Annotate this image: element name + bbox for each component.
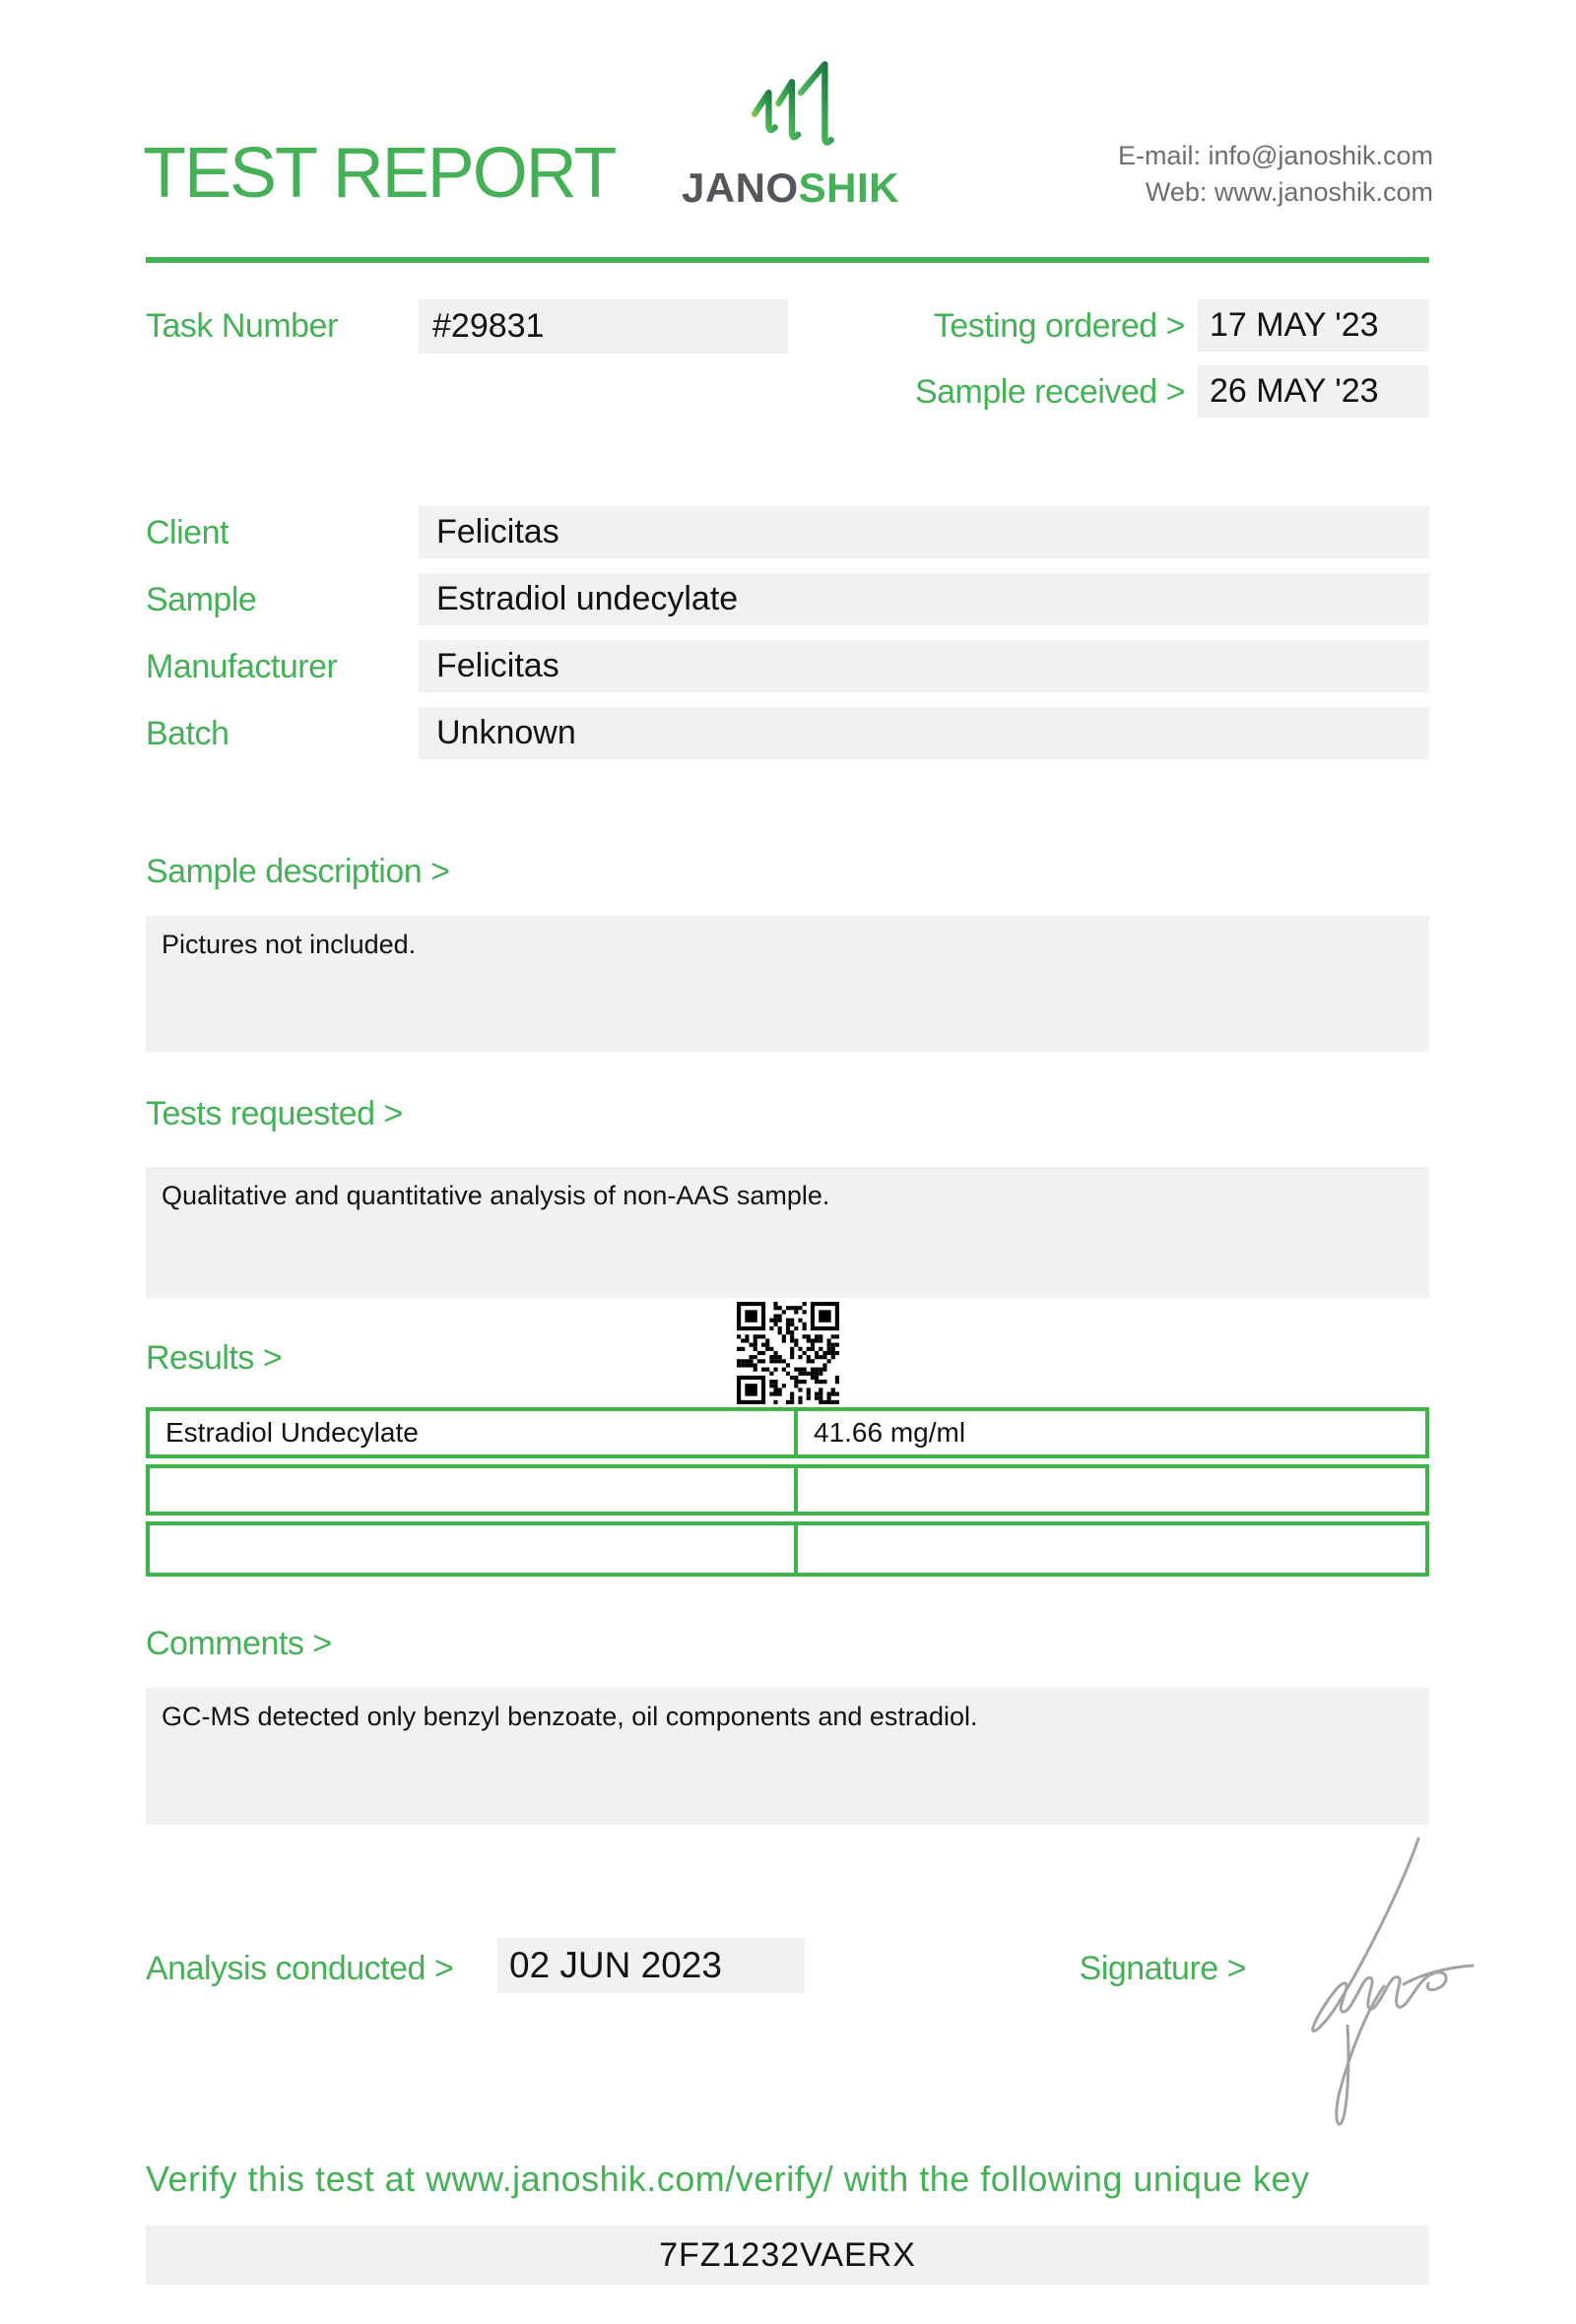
testing-ordered-label: Testing ordered > xyxy=(933,307,1185,345)
sample-description-text: Pictures not included. xyxy=(162,930,417,959)
result-value-cell xyxy=(794,1521,1429,1577)
unique-key-box: 7FZ1232VAERX xyxy=(146,2226,1429,2285)
logo-chart-icon xyxy=(742,57,840,160)
contact-web: Web: www.janoshik.com xyxy=(1145,177,1433,207)
comments-heading: Comments > xyxy=(146,1625,332,1662)
contact-email: E-mail: info@janoshik.com xyxy=(1117,141,1433,170)
result-substance-cell xyxy=(146,1407,798,1458)
sample-value-box: Estradiol undecylate xyxy=(419,573,1429,625)
client-value-box: Felicitas xyxy=(419,506,1429,558)
results-heading: Results > xyxy=(146,1339,283,1377)
results-row xyxy=(146,1521,1429,1577)
tests-requested-heading: Tests requested > xyxy=(146,1095,403,1132)
verify-instruction: Verify this test at www.janoshik.com/verify/ with the following unique key xyxy=(146,2159,1310,2199)
result-substance-cell xyxy=(146,1521,798,1577)
result-substance: Estradiol Undecylate xyxy=(165,1417,419,1448)
analysis-conducted-label: Analysis conducted > xyxy=(146,1950,454,1987)
qr-code xyxy=(737,1302,839,1404)
contact-block xyxy=(1118,138,1433,211)
task-number-label: Task Number xyxy=(146,307,338,345)
client-label: Client xyxy=(146,514,229,551)
manufacturer-value-box: Felicitas xyxy=(419,640,1429,692)
comments-text: GC-MS detected only benzyl benzoate, oil components and estradiol. xyxy=(162,1702,978,1731)
result-substance-cell xyxy=(146,1464,798,1516)
signature-label: Signature > xyxy=(1079,1950,1246,1987)
results-row xyxy=(146,1464,1429,1516)
result-value-cell xyxy=(794,1407,1429,1458)
sample-description-heading: Sample description > xyxy=(146,853,450,890)
analysis-date-box: 02 JUN 2023 xyxy=(497,1938,805,1993)
tests-requested-box xyxy=(146,1167,1429,1298)
tests-requested-text: Qualitative and quantitative analysis of non-AAS sample. xyxy=(162,1181,830,1210)
logo xyxy=(680,57,901,209)
result-value-cell xyxy=(794,1464,1429,1516)
sample-label: Sample xyxy=(146,581,257,618)
batch-label: Batch xyxy=(146,715,230,752)
sample-description-box xyxy=(146,916,1429,1052)
sample-received-label: Sample received > xyxy=(914,373,1185,411)
result-value: 41.66 mg/ml xyxy=(814,1417,966,1448)
logo-word-gray: JANO xyxy=(681,164,799,211)
comments-box xyxy=(146,1688,1429,1825)
results-table xyxy=(146,1407,1429,1577)
testing-ordered-box: 17 MAY '23 xyxy=(1198,299,1429,352)
report-title: TEST REPORT xyxy=(143,134,616,213)
signature-scribble xyxy=(1266,1824,1507,2154)
manufacturer-label: Manufacturer xyxy=(146,648,338,685)
batch-value-box: Unknown xyxy=(419,707,1429,759)
task-number-box: #29831 xyxy=(419,299,788,354)
logo-wordmark xyxy=(680,164,901,211)
sample-received-box: 26 MAY '23 xyxy=(1198,365,1429,418)
logo-word-green: SHIK xyxy=(798,164,900,211)
header-divider xyxy=(146,257,1429,263)
results-row xyxy=(146,1407,1429,1458)
